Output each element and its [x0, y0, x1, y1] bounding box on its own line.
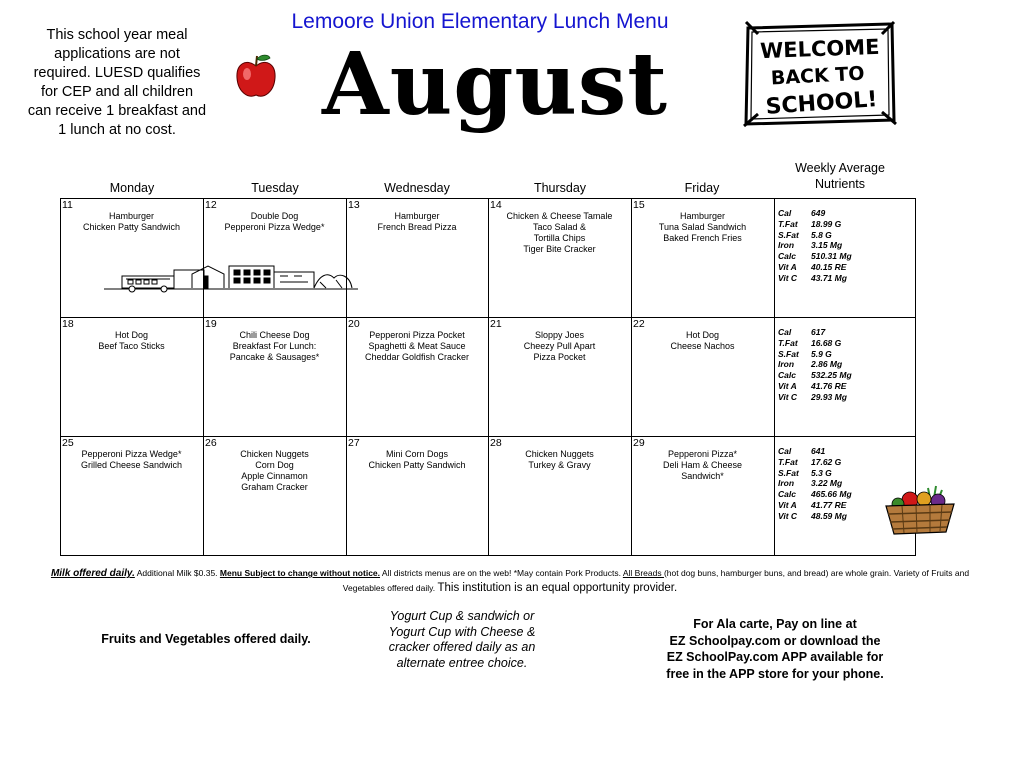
nutrient-row: [778, 251, 852, 262]
nutrient-row: [778, 338, 852, 349]
day-cell: [488, 436, 631, 556]
nutrient-row: [778, 349, 852, 360]
nutrients-header: [778, 160, 902, 192]
menu-item: Double Dog: [250, 211, 299, 221]
nutrient-row: [778, 327, 852, 338]
menu-items: [488, 330, 631, 363]
nutrient-row: [778, 500, 852, 511]
menu-item: Cheezy Pull Apart: [523, 341, 596, 351]
nutrient-row: [778, 468, 852, 479]
menu-items: [631, 449, 774, 482]
menu-items: [631, 330, 774, 352]
menu-item: Tiger Bite Cracker: [523, 244, 596, 254]
nutrient-row: [778, 489, 852, 500]
day-cell: [488, 198, 631, 317]
note-line: This school year meal: [46, 27, 188, 43]
nutrient-value: 617: [811, 327, 826, 337]
menu-items: [60, 211, 203, 233]
menu-item: Hamburger: [679, 211, 726, 221]
pay-line: EZ SchoolPay.com APP available for: [666, 650, 884, 664]
menu-items: [488, 211, 631, 255]
nutrient-row: [778, 208, 852, 219]
menu-item: Pepperoni Pizza Pocket: [369, 330, 465, 340]
yogurt-line: Yogurt Cup with Cheese &: [388, 624, 536, 639]
menu-item: Pepperoni Pizza Wedge*: [224, 222, 325, 232]
nutrient-label: Cal: [778, 327, 792, 337]
menu-items: [346, 449, 488, 471]
nutrient-value: 641: [811, 446, 826, 456]
nutrient-value: 29.93 Mg: [811, 391, 847, 402]
menu-items: [60, 449, 203, 471]
web-note-text: All districts menus are on the web! *May contain Pork Products.: [380, 568, 623, 578]
date-number: 27: [348, 437, 360, 449]
nutrient-label: Iron: [778, 240, 795, 251]
nutrient-row: [778, 370, 852, 381]
day-header-friday: Friday: [684, 181, 720, 195]
nutrient-value: 16.68 G: [811, 337, 842, 348]
date-number: 15: [633, 199, 645, 211]
day-cell: [346, 436, 488, 556]
menu-items: [346, 330, 488, 363]
apple-icon: [234, 52, 278, 100]
menu-item: Apple Cinnamon: [241, 471, 308, 481]
menu-item: Pancake & Sausages*: [229, 352, 320, 362]
milk-offered-text: Milk offered daily.: [50, 568, 135, 579]
nutrient-label: Cal: [778, 208, 792, 218]
nutrient-list: [778, 208, 852, 284]
day-cell: [631, 198, 774, 317]
nutrient-value: 17.62 G: [811, 456, 842, 467]
pay-line: free in the APP store for your phone.: [666, 666, 884, 681]
menu-item: Pizza Pocket: [533, 352, 586, 362]
pay-line: For Ala carte, Pay on line at: [693, 617, 857, 631]
nutrient-value: 18.99 G: [811, 218, 842, 229]
nutrient-cell: [774, 317, 916, 436]
nutrient-value: 3.22 Mg: [811, 478, 843, 489]
fruits-vegetables-note: Fruits and Vegetables offered daily.: [101, 632, 311, 646]
menu-items: [488, 449, 631, 471]
nutrient-label: Iron: [778, 359, 795, 370]
menu-item: Beef Taco Sticks: [98, 341, 165, 351]
menu-item: Baked French Fries: [663, 233, 742, 243]
day-cell: [631, 436, 774, 556]
menu-item: Chili Cheese Dog: [239, 330, 310, 340]
menu-item: Turkey & Gravy: [528, 460, 591, 470]
nutrient-row: [778, 392, 852, 403]
nutrient-label: Vit C: [778, 391, 798, 402]
sign-text-line: WELCOME: [759, 34, 880, 64]
note-line: applications are not: [54, 46, 180, 62]
day-cell: [60, 436, 203, 556]
nutrient-label: Vit C: [778, 510, 798, 521]
nutrient-label: S.Fat: [778, 229, 799, 240]
day-cell: [346, 317, 488, 436]
nutrient-list: [778, 446, 852, 522]
nutrient-label: S.Fat: [778, 348, 799, 359]
menu-item: Hot Dog: [114, 330, 149, 340]
day-header-wednesday: Wednesday: [384, 181, 450, 195]
nutrient-label: T.Fat: [778, 218, 798, 229]
subject-change-text: Menu Subject to change without notice.: [219, 568, 381, 578]
nutrient-value: 41.77 RE: [811, 499, 847, 510]
nutrient-label: Calc: [778, 489, 796, 500]
menu-items: [203, 211, 346, 233]
produce-basket-icon: [880, 484, 964, 538]
menu-item: Chicken Nuggets: [240, 449, 309, 459]
yogurt-alternate-note: [372, 609, 552, 671]
nutrients-header-line: Nutrients: [814, 177, 866, 191]
all-breads-text: All Breads: [622, 568, 664, 578]
menu-item: Hot Dog: [685, 330, 720, 340]
day-header-tuesday: Tuesday: [251, 181, 299, 195]
date-number: 11: [62, 199, 73, 211]
nutrient-row: [778, 273, 852, 284]
sign-text-line: BACK TO: [770, 62, 865, 90]
menu-item: Graham Cracker: [241, 482, 308, 492]
nutrient-row: [778, 240, 852, 251]
date-number: 13: [348, 199, 360, 211]
day-cell: [203, 436, 346, 556]
nutrient-value: 649: [811, 208, 826, 218]
date-number: 19: [205, 318, 217, 330]
note-line: required. LUESD qualifies: [33, 65, 201, 81]
nutrient-value: 5.3 G: [811, 467, 832, 478]
note-line: can receive 1 breakfast and: [27, 103, 207, 119]
nutrient-value: 510.31 Mg: [811, 251, 852, 262]
nutrient-value: 43.71 Mg: [811, 272, 847, 283]
menu-item: Hamburger: [394, 211, 440, 221]
pay-line: EZ Schoolpay.com or download the: [669, 633, 881, 648]
equal-opportunity-text: This institution is an equal opportunity provider.: [437, 582, 678, 594]
day-cell: [203, 317, 346, 436]
menu-item: Chicken & Cheese Tamale: [506, 211, 613, 221]
school-bus-illustration: [104, 258, 358, 294]
date-number: 26: [205, 437, 217, 449]
day-header-thursday: Thursday: [533, 181, 587, 195]
menu-items: [203, 330, 346, 363]
school-title: Lemoore Union Elementary Lunch Menu: [291, 10, 669, 33]
date-number: 20: [348, 318, 360, 330]
meal-application-note: [8, 26, 226, 140]
nutrient-label: Cal: [778, 446, 792, 456]
nutrient-value: 532.25 Mg: [811, 370, 852, 381]
day-header-monday: Monday: [109, 181, 155, 195]
nutrient-row: [778, 230, 852, 241]
menu-item: Chicken Patty Sandwich: [368, 460, 466, 470]
menu-item: Grilled Cheese Sandwich: [80, 460, 183, 470]
nutrient-label: T.Fat: [778, 456, 798, 467]
nutrient-value: 2.86 Mg: [811, 359, 843, 370]
nutrient-row: [778, 359, 852, 370]
menu-item: Chicken Patty Sandwich: [82, 222, 181, 232]
nutrient-label: Vit A: [778, 499, 797, 510]
menu-disclaimer: [40, 566, 980, 595]
menu-item: Sandwich*: [681, 471, 724, 481]
nutrient-label: Vit A: [778, 261, 797, 272]
date-number: 25: [62, 437, 74, 449]
menu-item: Breakfast For Lunch:: [232, 341, 317, 351]
date-number: 18: [62, 318, 74, 330]
menu-item: Cheese Nachos: [670, 341, 735, 351]
menu-item: Hamburger: [108, 211, 155, 221]
nutrient-value: 3.15 Mg: [811, 240, 843, 251]
nutrient-row: [778, 219, 852, 230]
menu-item: French Bread Pizza: [377, 222, 457, 232]
menu-item: Spaghetti & Meat Sauce: [368, 341, 466, 351]
menu-items: [631, 211, 774, 244]
nutrient-row: [778, 446, 852, 457]
menu-item: Tuna Salad Sandwich: [658, 222, 747, 232]
date-number: 29: [633, 437, 645, 449]
yogurt-line: alternate entree choice.: [396, 655, 528, 670]
nutrient-row: [778, 262, 852, 273]
nutrient-label: Vit C: [778, 272, 798, 283]
breads-detail-text: (hot dog buns, hamburger buns, and bread) are whole grain. Variety of Fruits and Vegetables offered daily.: [342, 568, 970, 593]
nutrient-row: [778, 511, 852, 522]
payment-note: [640, 616, 910, 682]
menu-items: [346, 211, 488, 233]
nutrient-value: 5.9 G: [811, 348, 832, 359]
sign-text-line: SCHOOL!: [764, 87, 879, 120]
note-line: 1 lunch at no cost.: [58, 122, 176, 138]
nutrient-label: T.Fat: [778, 337, 798, 348]
date-number: 28: [490, 437, 502, 449]
nutrient-value: 48.59 Mg: [811, 510, 847, 521]
nutrient-value: 41.76 RE: [811, 380, 847, 391]
month-title: August: [321, 34, 669, 135]
menu-items: [60, 330, 203, 352]
nutrient-value: 465.66 Mg: [811, 489, 852, 500]
nutrient-label: Calc: [778, 370, 796, 381]
menu-item: Taco Salad &: [532, 222, 587, 232]
nutrient-row: [778, 457, 852, 468]
date-number: 12: [205, 199, 217, 211]
menu-item: Pepperoni Pizza*: [667, 449, 738, 459]
day-cell: [488, 317, 631, 436]
yogurt-line: cracker offered daily as an: [388, 640, 536, 654]
menu-item: Sloppy Joes: [534, 330, 585, 340]
menu-item: Corn Dog: [255, 460, 294, 470]
menu-item: Tortilla Chips: [533, 233, 586, 243]
nutrient-label: Iron: [778, 478, 795, 489]
welcome-back-sign: [742, 20, 898, 128]
nutrient-label: Calc: [778, 251, 796, 262]
additional-milk-text: Additional Milk $0.35.: [134, 568, 220, 578]
nutrient-label: S.Fat: [778, 467, 799, 478]
menu-item: Chicken Nuggets: [525, 449, 594, 459]
day-cell: [346, 198, 488, 317]
menu-item: Cheddar Goldfish Cracker: [364, 352, 470, 362]
nutrients-header-line: Weekly Average: [795, 161, 885, 175]
nutrient-value: 5.8 G: [811, 229, 832, 240]
menu-item: Mini Corn Dogs: [385, 449, 449, 459]
nutrient-label: Vit A: [778, 380, 797, 391]
date-number: 22: [633, 318, 645, 330]
note-line: for CEP and all children: [40, 84, 194, 100]
nutrient-cell: [774, 198, 916, 317]
nutrient-value: 40.15 RE: [811, 261, 847, 272]
menu-item: Deli Ham & Cheese: [662, 460, 743, 470]
menu-item: Pepperoni Pizza Wedge*: [81, 449, 182, 459]
menu-calendar-grid: [60, 198, 916, 556]
day-cell: [631, 317, 774, 436]
nutrient-row: [778, 478, 852, 489]
nutrient-list: [778, 327, 852, 403]
date-number: 14: [490, 199, 502, 211]
menu-items: [203, 449, 346, 493]
yogurt-line: Yogurt Cup & sandwich or: [389, 609, 535, 623]
nutrient-row: [778, 381, 852, 392]
date-number: 21: [490, 318, 502, 330]
day-cell: [60, 317, 203, 436]
